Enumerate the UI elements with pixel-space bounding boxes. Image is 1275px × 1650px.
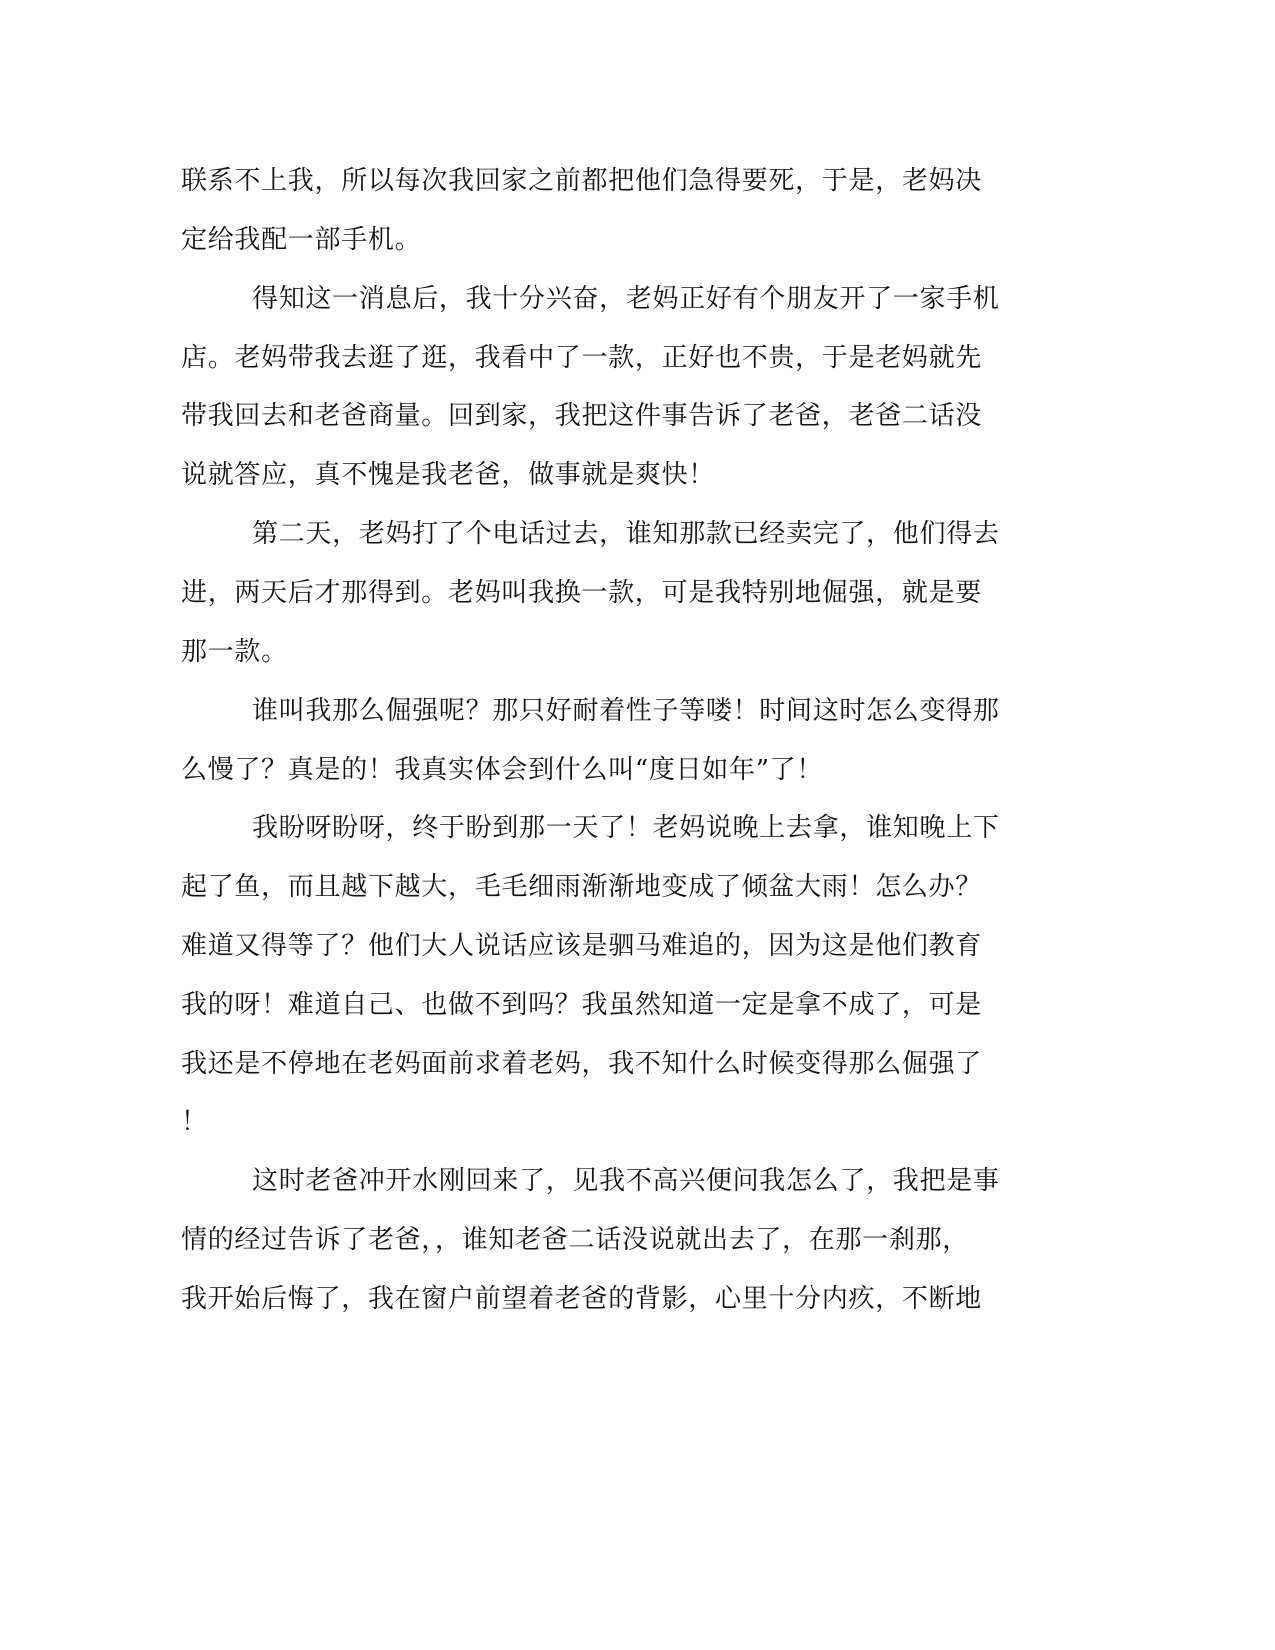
paragraph-first-line: 谁叫我那么倔强呢？那只好耐着性子等喽！时间这时怎么变得那: [252, 696, 1000, 726]
text-line: 我开始后悔了，我在窗户前望着老爸的背影，心里十分内疚，不断地: [181, 1284, 983, 1314]
paragraph-first-line: 第二天，老妈打了个电话过去，谁知那款已经卖完了，他们得去: [252, 519, 1000, 549]
text-line: ！: [181, 1107, 208, 1137]
text-line: 进，两天后才那得到。老妈叫我换一款，可是我特别地倔强，就是要: [181, 578, 983, 608]
text-line: 我的呀！难道自己、也做不到吗？我虽然知道一定是拿不成了，可是: [181, 990, 983, 1020]
paragraph-first-line: 我盼呀盼呀，终于盼到那一天了！老妈说晚上去拿，谁知晚上下: [252, 813, 1000, 843]
text-line: 定给我配一部手机。: [181, 225, 422, 255]
text-line: 情的经过告诉了老爸，，谁知老爸二话没说就出去了，在那一刹那，: [181, 1225, 970, 1255]
text-line: 那一款。: [181, 637, 288, 667]
text-line: 联系不上我，所以每次我回家之前都把他们急得要死，于是，老妈决: [181, 166, 983, 196]
text-line: 带我回去和老爸商量。回到家，我把这件事告诉了老爸，老爸二话没: [181, 401, 983, 431]
text-line: 说就答应，真不愧是我老爸，做事就是爽快！: [181, 460, 716, 490]
text-line: 难道又得等了？他们大人说话应该是驷马难追的，因为这是他们教育: [181, 931, 983, 961]
paragraph-first-line: 得知这一消息后，我十分兴奋，老妈正好有个朋友开了一家手机: [252, 284, 1000, 314]
text-line: 我还是不停地在老妈面前求着老妈，我不知什么时候变得那么倔强了: [181, 1049, 983, 1079]
text-line: 起了鱼，而且越下越大，毛毛细雨渐渐地变成了倾盆大雨！怎么办？: [181, 872, 983, 902]
text-line: 么慢了？真是的！我真实体会到什么叫“度日如年”了！: [181, 755, 824, 785]
text-line: 店。老妈带我去逛了逛，我看中了一款，正好也不贵，于是老妈就先: [181, 343, 983, 373]
paragraph-first-line: 这时老爸冲开水刚回来了，见我不高兴便问我怎么了，我把是事: [252, 1166, 1000, 1196]
